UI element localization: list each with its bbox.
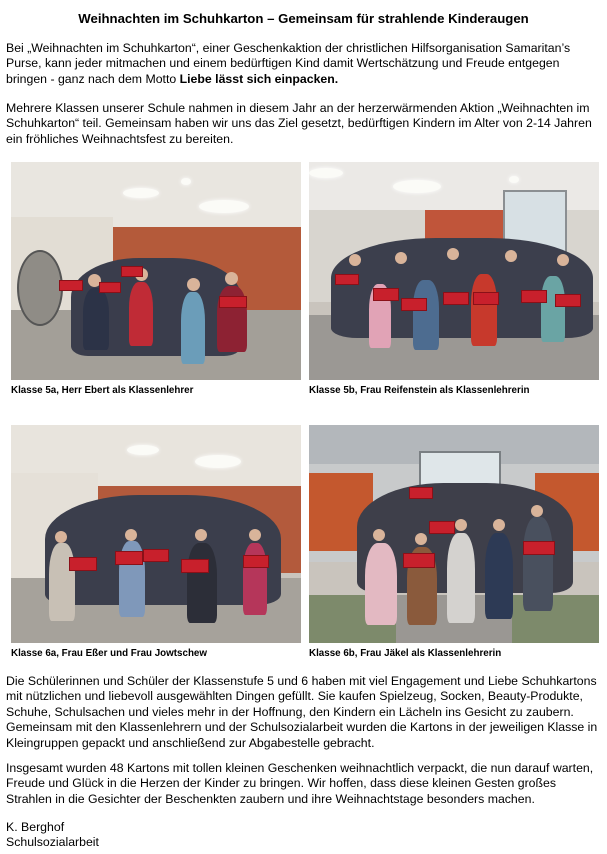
photo-class-5a: [11, 162, 301, 380]
signature-name: K. Berghof: [6, 820, 65, 834]
photo-class-6b: [309, 425, 599, 643]
caption-class-6b: Klasse 6b, Frau Jäkel als Klassenlehrerin: [309, 648, 502, 659]
page-title: Weihnachten im Schuhkarton – Gemeinsam für strahlende Kinderaugen: [78, 11, 529, 26]
caption-class-5b: Klasse 5b, Frau Reifenstein als Klassenlehrerin: [309, 385, 530, 396]
photo-class-6a: [11, 425, 301, 643]
summary-paragraph: Insgesamt wurden 48 Kartons mit tollen kleinen Geschenken weihnachtlich verpackt, die nun darauf warten, Freude und Glück in die Herzen der Kinder zu bringen. Wir hoffen, dass diese kleinen Gesten großes Strahlen in die Gesichter der Beschenkten zaubern und ihre Weihnachtstage besonders machen.: [6, 761, 594, 806]
caption-class-5a: Klasse 5a, Herr Ebert als Klassenlehrer: [11, 385, 194, 396]
caption-class-6a: Klasse 6a, Frau Eßer und Frau Jowtschew: [11, 648, 207, 659]
activity-paragraph: Die Schülerinnen und Schüler der Klassenstufe 5 und 6 haben mit viel Engagement und Liebe Schuhkartons mit nützlichen und liebevoll ausgewählten Dingen gefüllt. Sie kaufen Spielzeug, Socken, Beauty-Produkte, Schuhe, Schulsachen und vieles mehr in der Hoffnung, den Kindern ein Lächeln ins Gesicht zu zaubern. Gemeinsam mit den Klassenlehrern und der Schulsozialarbeit wurden die Kartons in der jeweiligen Klasse in Kleingruppen gepackt und anschließend zur Abgabestelle gebracht.: [6, 674, 598, 750]
participation-paragraph: Mehrere Klassen unserer Schule nahmen in diesem Jahr an der herzerwärmenden Aktion „Weihnachten im Schuhkarton“ teil. Gemeinsam haben wir uns das Ziel gesetzt, bedürftigen Kindern im Alter von 2-14 Jahren ein fröhliches Weihnachtsfest zu bereiten.: [6, 101, 592, 146]
signature-role: Schulsozialarbeit: [6, 835, 99, 850]
photo-class-5b: [309, 162, 599, 380]
intro-paragraph: [6, 41, 602, 87]
intro-text: Bei „Weihnachten im Schuhkarton“, einer Geschenkaktion der christlichen Hilfsorganisation Samaritan’s Purse, kann jeder mitmachen und einem bedürftigen Kind damit Wertschätzung und Freude entgegen bringen - ganz nach dem Motto: [6, 41, 571, 86]
signature: [6, 820, 99, 851]
motto-text: Liebe lässt sich einpacken.: [179, 71, 339, 86]
